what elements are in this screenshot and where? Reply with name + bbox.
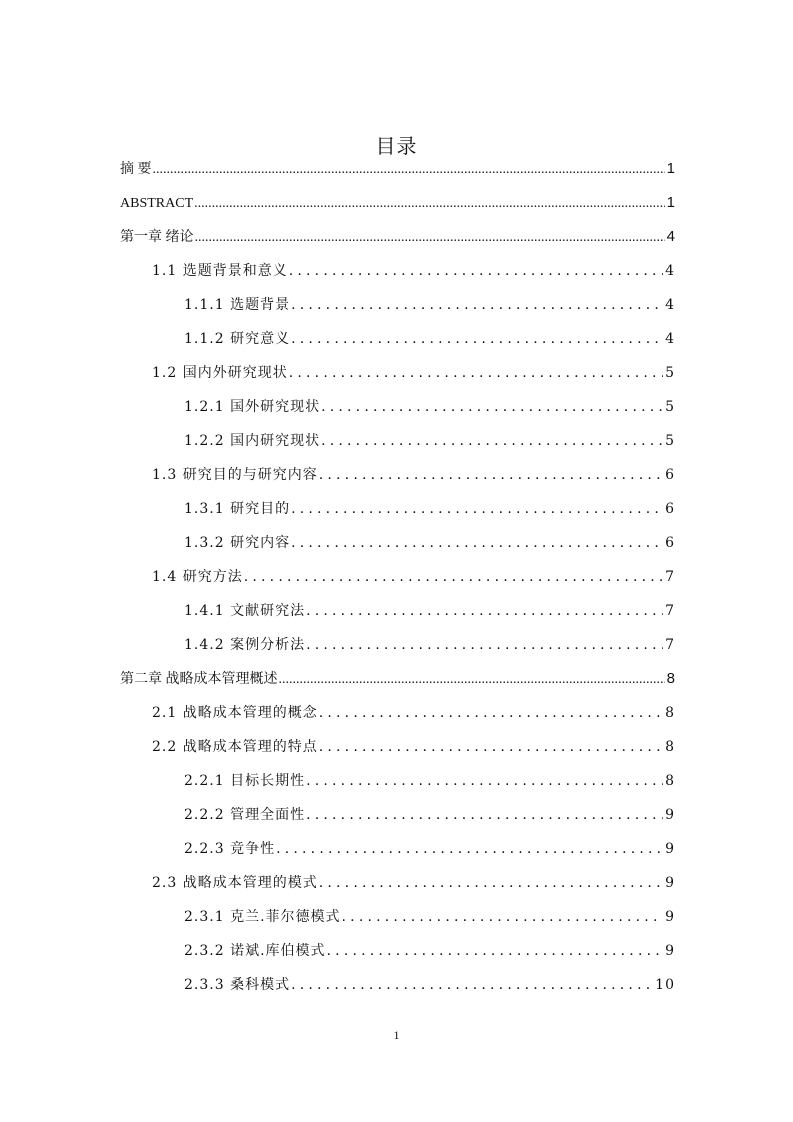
dot-leader	[291, 288, 663, 322]
toc-entry[interactable]	[120, 390, 675, 424]
toc-entry-label: 第二章 战略成本管理概述	[120, 672, 278, 687]
toc-entry-page: 4	[665, 297, 675, 313]
toc-entry[interactable]	[120, 356, 675, 390]
toc-entry-page: 7	[665, 603, 675, 619]
toc-entry-page: 9	[665, 807, 675, 823]
dot-leader	[327, 934, 664, 968]
toc-entry[interactable]	[120, 526, 675, 560]
toc-entry[interactable]	[120, 560, 675, 594]
toc-entry-label: 2.3 战略成本管理的模式	[152, 875, 318, 891]
dot-leader	[319, 730, 663, 764]
table-of-contents	[120, 152, 675, 1002]
toc-entry-label: 1.3.1 研究目的	[184, 501, 291, 517]
dot-leader	[279, 663, 665, 697]
toc-entry-page: 10	[655, 977, 675, 993]
toc-entry-label: 2.3.3 桑科模式	[184, 977, 291, 993]
toc-entry[interactable]	[120, 764, 675, 798]
toc-entry-label: 1.1.2 研究意义	[184, 331, 291, 347]
toc-entry[interactable]	[120, 458, 675, 492]
toc-entry[interactable]	[120, 832, 675, 866]
toc-entry[interactable]	[120, 288, 675, 322]
toc-entry[interactable]	[120, 968, 675, 1002]
toc-entry-page: 9	[665, 943, 675, 959]
dot-leader	[319, 696, 663, 730]
page-number: 1	[393, 1028, 400, 1042]
dot-leader	[306, 764, 663, 798]
toc-entry-label: 1.4.1 文献研究法	[184, 603, 306, 619]
dot-leader	[319, 866, 663, 900]
toc-entry-page: 7	[665, 637, 675, 653]
toc-entry-label: 摘 要	[120, 162, 152, 177]
dot-leader	[291, 968, 653, 1002]
toc-entry[interactable]	[120, 322, 675, 356]
toc-entry-label: 2.3.1 克兰.菲尔德模式	[184, 909, 341, 925]
toc-entry-page: 5	[665, 365, 675, 381]
toc-entry-page: 6	[665, 467, 675, 483]
dot-leader	[306, 594, 663, 628]
toc-entry-page: 6	[665, 535, 675, 551]
dot-leader	[195, 221, 665, 255]
dot-leader	[291, 322, 663, 356]
dot-leader	[153, 153, 665, 187]
toc-entry-label: 第一章 绪论	[120, 230, 194, 245]
dot-leader	[306, 798, 663, 832]
toc-entry-page: 9	[665, 841, 675, 857]
toc-entry-label: 2.2.1 目标长期性	[184, 773, 306, 789]
toc-entry-page: 1	[666, 194, 675, 211]
toc-entry[interactable]	[120, 492, 675, 526]
toc-entry-label: 1.2 国内外研究现状	[152, 365, 288, 381]
page-title: 目录	[375, 134, 418, 158]
toc-entry-label: 1.4 研究方法	[152, 569, 243, 585]
toc-entry-label: 2.3.2 诺斌.库伯模式	[184, 943, 326, 959]
toc-entry-page: 8	[665, 739, 675, 755]
toc-entry[interactable]	[120, 866, 675, 900]
toc-entry-page: 8	[665, 773, 675, 789]
toc-entry-label: 1.1.1 选题背景	[184, 297, 291, 313]
toc-entry[interactable]	[120, 696, 675, 730]
toc-entry-page: 6	[665, 501, 675, 517]
toc-entry[interactable]	[120, 798, 675, 832]
toc-entry-page: 8	[665, 705, 675, 721]
toc-entry-page: 7	[665, 569, 675, 585]
dot-leader	[289, 356, 663, 390]
dot-leader	[291, 526, 663, 560]
toc-entry-page: 8	[666, 670, 675, 687]
toc-entry-label: 2.1 战略成本管理的概念	[152, 705, 318, 721]
toc-entry-label: 1.1 选题背景和意义	[152, 263, 288, 279]
toc-entry[interactable]	[120, 594, 675, 628]
toc-entry[interactable]	[120, 424, 675, 458]
toc-entry-label: 1.3 研究目的与研究内容	[152, 467, 318, 483]
toc-entry-label: 1.2.2 国内研究现状	[184, 433, 321, 449]
toc-entry-page: 5	[665, 399, 675, 415]
toc-entry-page: 4	[665, 263, 675, 279]
dot-leader	[276, 832, 663, 866]
toc-entry[interactable]	[120, 934, 675, 968]
toc-entry[interactable]	[120, 900, 675, 934]
toc-entry-page: 4	[666, 228, 675, 245]
dot-leader	[306, 628, 663, 662]
toc-entry-label: ABSTRACT	[120, 196, 194, 211]
toc-entry[interactable]	[120, 186, 675, 220]
dot-leader	[194, 187, 665, 221]
dot-leader	[321, 424, 663, 458]
toc-entry-label: 2.2.3 竞争性	[184, 841, 276, 857]
toc-entry[interactable]	[120, 152, 675, 186]
toc-entry-page: 1	[666, 160, 675, 177]
toc-entry[interactable]	[120, 730, 675, 764]
dot-leader	[342, 900, 664, 934]
toc-entry[interactable]	[120, 220, 675, 254]
toc-entry-label: 1.4.2 案例分析法	[184, 637, 306, 653]
dot-leader	[244, 560, 663, 594]
toc-entry-page: 9	[665, 875, 675, 891]
dot-leader	[321, 390, 663, 424]
toc-entry-page: 4	[665, 331, 675, 347]
toc-entry-label: 1.3.2 研究内容	[184, 535, 291, 551]
toc-entry-label: 1.2.1 国外研究现状	[184, 399, 321, 415]
dot-leader	[319, 458, 663, 492]
toc-entry-label: 2.2.2 管理全面性	[184, 807, 306, 823]
toc-entry-page: 5	[665, 433, 675, 449]
dot-leader	[289, 254, 663, 288]
dot-leader	[291, 492, 663, 526]
toc-entry[interactable]	[120, 662, 675, 696]
toc-entry-page: 9	[665, 909, 675, 925]
toc-entry-label: 2.2 战略成本管理的特点	[152, 739, 318, 755]
toc-entry[interactable]	[120, 254, 675, 288]
toc-entry[interactable]	[120, 628, 675, 662]
